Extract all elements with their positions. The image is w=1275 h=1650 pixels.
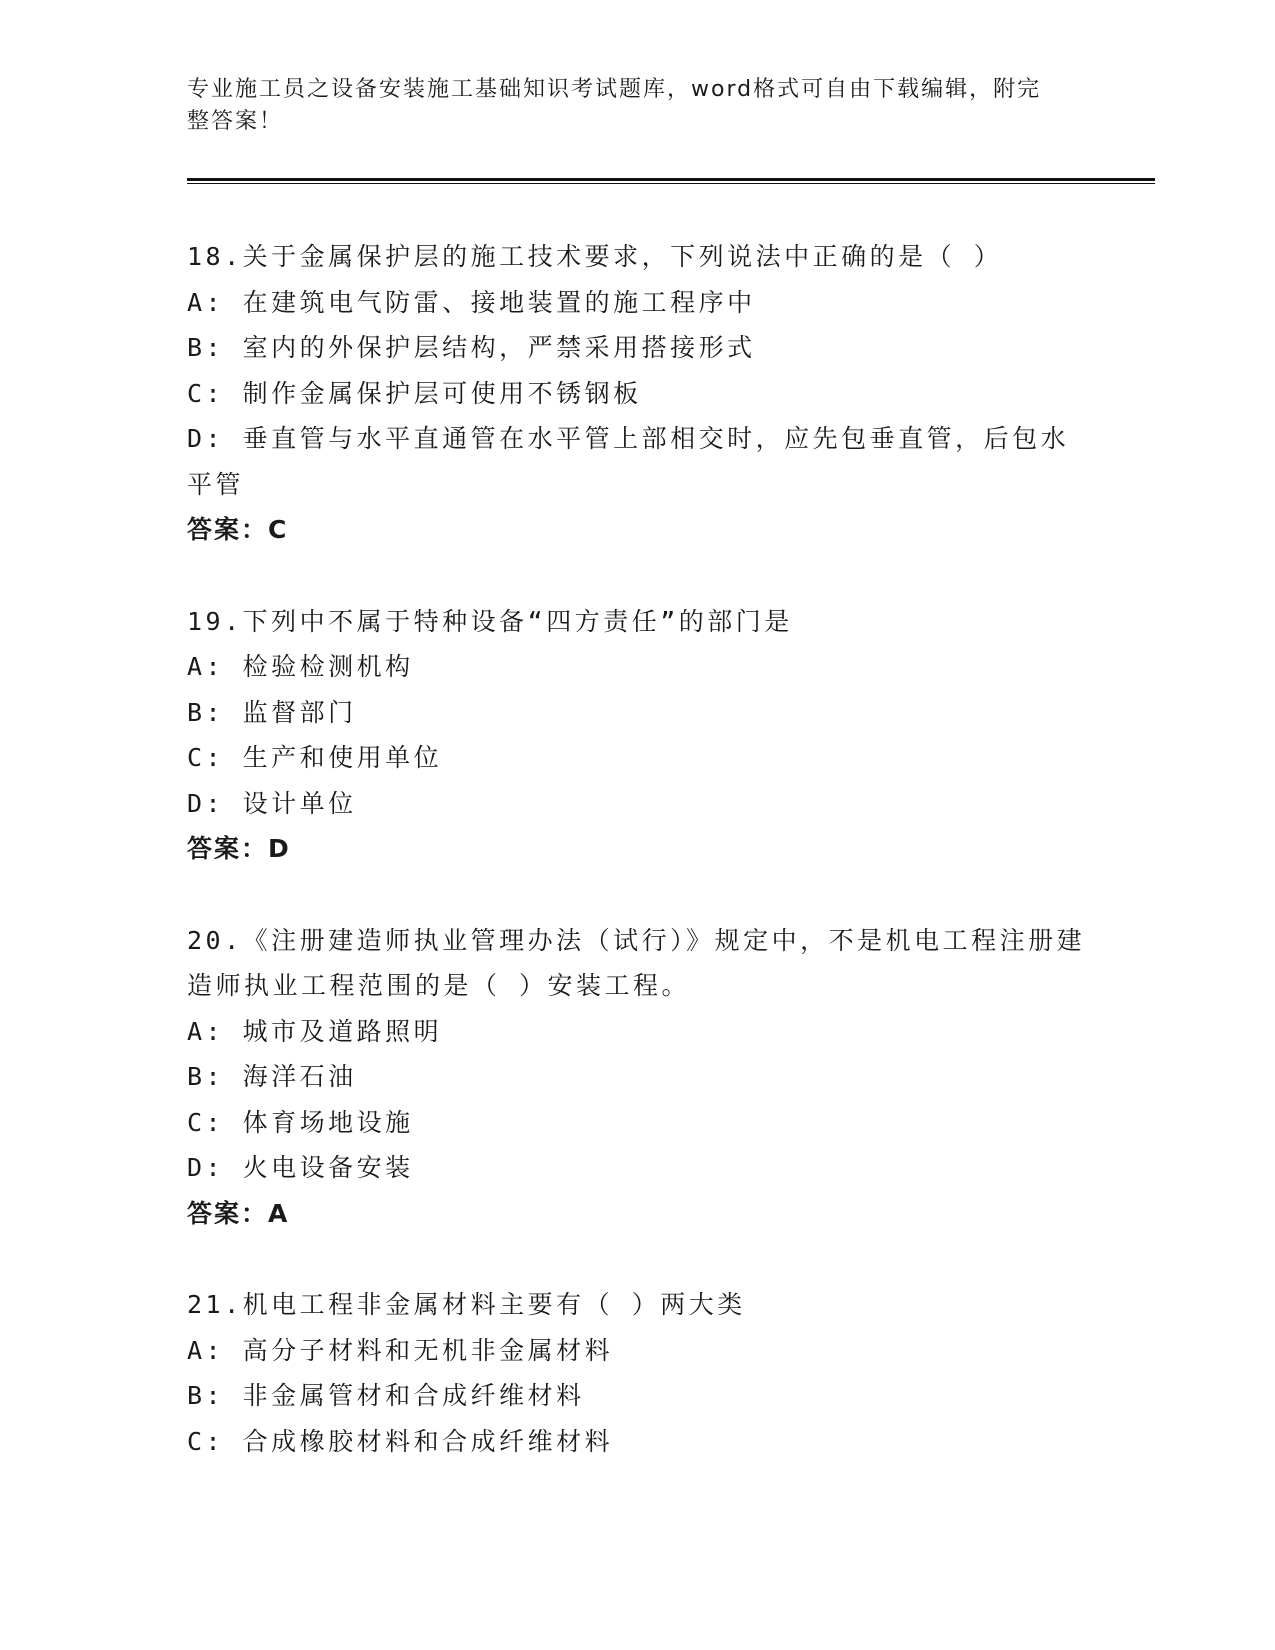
answer: 答案：D <box>187 834 291 863</box>
option-d: D: 设计单位 <box>187 788 357 818</box>
option-a: A: 城市及道路照明 <box>187 1016 443 1046</box>
option-a: A: 高分子材料和无机非金属材料 <box>187 1335 614 1365</box>
option-d: D: 火电设备安装 <box>187 1153 414 1182</box>
option-c: C: 合成橡胶材料和合成纤维材料 <box>187 1426 614 1456</box>
question-stem: 20.《注册建造师执业管理办法（试行）》规定中，不是机电工程注册建造师执业工程范围的是（ ）安装工程。 <box>187 925 1086 1000</box>
option-c: C: 体育场地设施 <box>187 1107 414 1137</box>
question-19 <box>187 599 1087 872</box>
option-b: B: 室内的外保护层结构，严禁采用搭接形式 <box>187 333 756 362</box>
option-a: A: 在建筑电气防雷、接地装置的施工程序中 <box>187 287 756 317</box>
option-b: B: 非金属管材和合成纤维材料 <box>187 1381 585 1410</box>
header-line-1: 专业施工员之设备安装施工基础知识考试题库，word格式可自由下载编辑，附完 <box>187 77 1042 102</box>
option-d: D: 垂直管与水平直通管在水平管上部相交时，应先包垂直管，后包水平管 <box>187 424 1070 499</box>
option-a: A: 检验检测机构 <box>187 652 414 681</box>
question-stem: 21.机电工程非金属材料主要有（ ）两大类 <box>187 1290 746 1319</box>
option-b: B: 监督部门 <box>187 697 357 727</box>
document-header <box>187 74 1077 138</box>
header-divider-thick <box>187 178 1155 181</box>
header-line-2: 整答案！ <box>187 109 284 134</box>
question-stem: 19.下列中不属于特种设备“四方责任”的部门是 <box>187 606 793 636</box>
header-divider-thin <box>187 183 1155 184</box>
option-c: C: 制作金属保护层可使用不锈钢板 <box>187 378 642 408</box>
question-21 <box>187 1282 1087 1464</box>
answer: 答案：A <box>187 1198 290 1228</box>
question-stem: 18.关于金属保护层的施工技术要求，下列说法中正确的是（ ） <box>187 242 1003 271</box>
question-18 <box>187 234 1087 553</box>
question-list <box>187 234 1087 1510</box>
option-c: C: 生产和使用单位 <box>187 743 443 772</box>
question-20 <box>187 918 1087 1237</box>
answer: 答案：C <box>187 515 289 544</box>
option-b: B: 海洋石油 <box>187 1062 357 1091</box>
